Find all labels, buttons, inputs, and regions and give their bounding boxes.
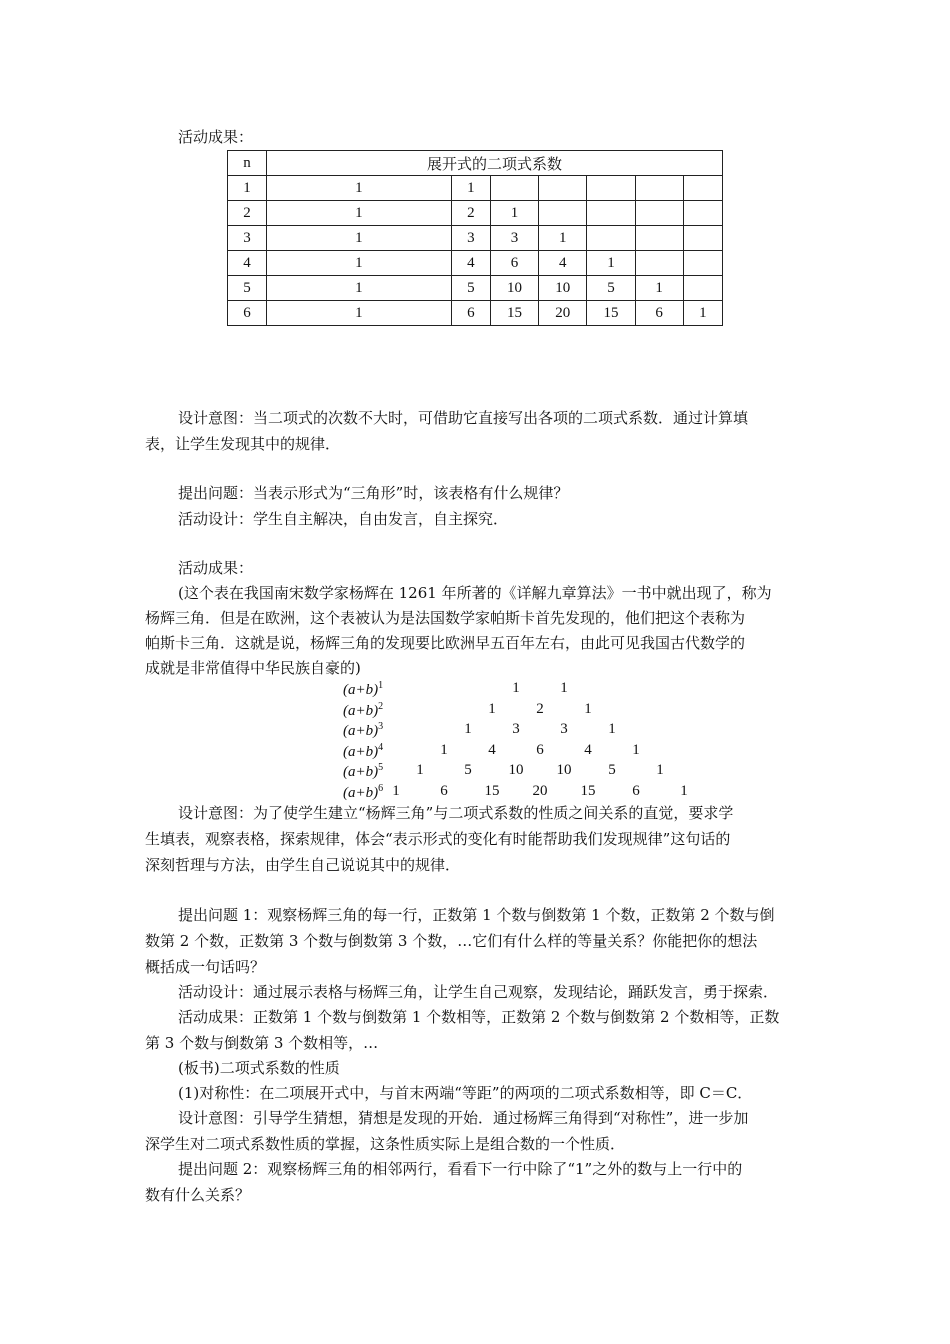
coefficient-cell: 1: [490, 201, 538, 226]
coefficient-cell: 10: [490, 276, 538, 301]
question-1: 提出问题 1：观察杨辉三角的每一行，正数第 1 个数与倒数第 1 个数，正数第 2 个数与倒: [178, 906, 775, 924]
activity-result-2: 活动成果：正数第 1 个数与倒数第 1 个数相等，正数第 2 个数与倒数第 2 个数相等，正数: [178, 1008, 780, 1026]
coefficient-cell: [587, 176, 635, 201]
question-1-l3: 概括成一句话吗？: [145, 958, 266, 976]
yanghui-note-4: 成就是非常值得中华民族自豪的): [145, 659, 361, 677]
design-intent-3-l2: 深学生对二项式系数性质的掌握，这条性质实际上是组合数的一个性质．: [145, 1135, 626, 1153]
question-triangle: 提出问题：当表示形式为“三角形”时，该表格有什么规律？: [178, 484, 569, 502]
yanghui-note-2: 杨辉三角．但是在欧洲，这个表被认为是法国数学家帕斯卡首先发现的，他们把这个表称为: [145, 609, 746, 627]
coefficient-cell: 4: [451, 251, 490, 276]
triangle-row: [343, 782, 688, 804]
coefficient-cell: 1: [683, 301, 722, 326]
binomial-base: (a+b): [343, 764, 379, 780]
binomial-base: (a+b): [343, 743, 379, 760]
triangle-number: 4: [584, 741, 592, 758]
section-label: 活动成果：: [178, 128, 254, 146]
result-label: 活动成果：: [178, 559, 254, 577]
triangle-row: [343, 721, 663, 742]
coefficient-cell: [683, 176, 722, 201]
row-n-cell: 3: [228, 226, 267, 251]
triangle-number: 3: [512, 721, 520, 737]
triangle-number: 10: [508, 762, 524, 778]
triangle-number: 1: [632, 741, 640, 758]
binomial-label: [343, 742, 383, 761]
coefficient-cell: 10: [539, 276, 587, 301]
binomial-label: [343, 680, 383, 699]
header-title: 展开式的二项式系数: [267, 151, 723, 176]
row-n-cell: 6: [228, 301, 267, 326]
triangle-number: 1: [608, 721, 616, 737]
board-title: (板书)二项式系数的性质: [178, 1059, 340, 1077]
coefficient-cell: 5: [451, 276, 490, 301]
triangle-row: [343, 762, 663, 783]
binomial-label: [343, 721, 383, 740]
activity-design-2: 活动设计：通过展示表格与杨辉三角，让学生自己观察，发现结论，踊跃发言，勇于探索．: [178, 983, 779, 1001]
binomial-base: (a+b): [343, 723, 379, 739]
activity-result-2-l2: 第 3 个数与倒数第 3 个数相等，…: [145, 1034, 379, 1052]
design-intent-1-cont: 表，让学生发现其中的规律．: [145, 435, 341, 453]
coefficient-cell: [490, 176, 538, 201]
coefficient-cell: [683, 201, 722, 226]
coefficient-cell: 4: [539, 251, 587, 276]
coefficient-cell: 2: [451, 201, 490, 226]
coefficient-cell: [539, 176, 587, 201]
table-row: [228, 276, 723, 301]
coefficient-cell: 3: [451, 226, 490, 251]
binomial-exponent: 6: [378, 782, 384, 794]
header-n: n: [228, 151, 267, 176]
design-intent-1: 设计意图：当二项式的次数不大时，可借助它直接写出各项的二项式系数．通过计算填: [178, 409, 749, 427]
coefficient-cell: 15: [587, 301, 635, 326]
triangle-number: 5: [464, 762, 472, 778]
triangle-number: 5: [608, 762, 616, 778]
design-intent-2: 设计意图：为了使学生建立“杨辉三角”与二项式系数的性质之间关系的直觉，要求学: [178, 804, 734, 822]
triangle-number: 1: [512, 680, 520, 696]
coefficient-cell: 1: [267, 226, 452, 251]
triangle-number: 6: [536, 741, 544, 758]
symmetry-property: (1)对称性：在二项展开式中，与首末两端“等距”的两项的二项式系数相等，即 C＝C．: [178, 1084, 753, 1102]
coefficient-cell: [683, 226, 722, 251]
coefficient-cell: 6: [490, 251, 538, 276]
yanghui-triangle: [343, 680, 688, 803]
yanghui-note-3: 帕斯卡三角．这就是说，杨辉三角的发现要比欧洲早五百年左右，由此可见我国古代数学的: [145, 634, 746, 652]
coefficient-cell: 1: [267, 251, 452, 276]
triangle-number: 10: [556, 762, 572, 778]
coefficient-table: [227, 150, 723, 326]
triangle-number: 1: [584, 700, 592, 717]
table-row: [228, 251, 723, 276]
triangle-number: 1: [464, 721, 472, 737]
binomial-label: [343, 762, 383, 781]
design-intent-2-l3: 深刻哲理与方法，由学生自己说说其中的规律．: [145, 856, 461, 874]
coefficient-cell: [587, 226, 635, 251]
yanghui-note-1: (这个表在我国南宋数学家杨辉在 1261 年所著的《详解九章算法》一书中就出现了，称为: [178, 584, 772, 602]
binomial-exponent: 4: [378, 741, 384, 753]
row-n-cell: 2: [228, 201, 267, 226]
triangle-number: 15: [580, 782, 596, 799]
design-intent-2-l2: 生填表，观察表格，探索规律，体会“表示形式的变化有时能帮助我们发现规律”这句话的: [145, 830, 731, 848]
coefficient-cell: [635, 226, 683, 251]
triangle-row: [343, 742, 663, 763]
binomial-label: [343, 783, 383, 802]
coefficient-cell: 3: [490, 226, 538, 251]
question-2-l2: 数有什么关系？: [145, 1186, 251, 1204]
coefficient-cell: 6: [451, 301, 490, 326]
coefficient-cell: 1: [539, 226, 587, 251]
triangle-number: 6: [632, 782, 640, 799]
triangle-number: 1: [416, 762, 424, 778]
binomial-label: [343, 701, 383, 720]
triangle-row: [343, 680, 663, 701]
coefficient-cell: [539, 201, 587, 226]
row-n-cell: 1: [228, 176, 267, 201]
binomial-base: (a+b): [343, 682, 379, 698]
coefficient-cell: 1: [635, 276, 683, 301]
question-2: 提出问题 2：观察杨辉三角的相邻两行，看看下一行中除了“1”之外的数与上一行中的: [178, 1160, 743, 1178]
triangle-number: 3: [560, 721, 568, 737]
triangle-number: 1: [392, 782, 400, 799]
row-n-cell: 5: [228, 276, 267, 301]
binomial-base: (a+b): [343, 702, 379, 719]
question-1-l2: 数第 2 个数，正数第 3 个数与倒数第 3 个数，…它们有什么样的等量关系？你能把你的想法: [145, 932, 758, 950]
triangle-number: 15: [484, 782, 500, 799]
coefficient-cell: 6: [635, 301, 683, 326]
coefficient-cell: 5: [587, 276, 635, 301]
table-row: [228, 301, 723, 326]
coefficient-cell: 1: [267, 276, 452, 301]
coefficient-cell: 1: [587, 251, 635, 276]
table-row: [228, 201, 723, 226]
coefficient-cell: 1: [451, 176, 490, 201]
triangle-row: [343, 701, 663, 722]
triangle-number: 1: [488, 700, 496, 717]
table-header-row: [228, 151, 723, 176]
coefficient-cell: 1: [267, 201, 452, 226]
coefficient-cell: 1: [267, 301, 452, 326]
binomial-exponent: 5: [378, 762, 384, 773]
binomial-exponent: 3: [378, 721, 384, 732]
coefficient-cell: [587, 201, 635, 226]
coefficient-cell: 20: [539, 301, 587, 326]
table-body: [228, 176, 723, 326]
coefficient-cell: [635, 251, 683, 276]
triangle-number: 20: [532, 782, 548, 799]
table-row: [228, 226, 723, 251]
coefficient-cell: [683, 276, 722, 301]
design-intent-3: 设计意图：引导学生猜想，猜想是发现的开始．通过杨辉三角得到“对称性”，进一步加: [178, 1109, 749, 1127]
triangle-number: 1: [656, 762, 664, 778]
coefficient-cell: [635, 176, 683, 201]
triangle-number: 1: [440, 741, 448, 758]
triangle-number: 6: [440, 782, 448, 799]
coefficient-cell: [635, 201, 683, 226]
coefficient-cell: 1: [267, 176, 452, 201]
binomial-exponent: 2: [378, 700, 384, 712]
triangle-number: 1: [560, 680, 568, 696]
triangle-number: 2: [536, 700, 544, 717]
row-n-cell: 4: [228, 251, 267, 276]
activity-design-1: 活动设计：学生自主解决，自由发言，自主探究．: [178, 510, 509, 528]
triangle-number: 4: [488, 741, 496, 758]
table-row: [228, 176, 723, 201]
binomial-base: (a+b): [343, 784, 379, 801]
coefficient-cell: 15: [490, 301, 538, 326]
coefficient-cell: [683, 251, 722, 276]
binomial-exponent: 1: [378, 680, 384, 691]
triangle-number: 1: [680, 782, 688, 799]
